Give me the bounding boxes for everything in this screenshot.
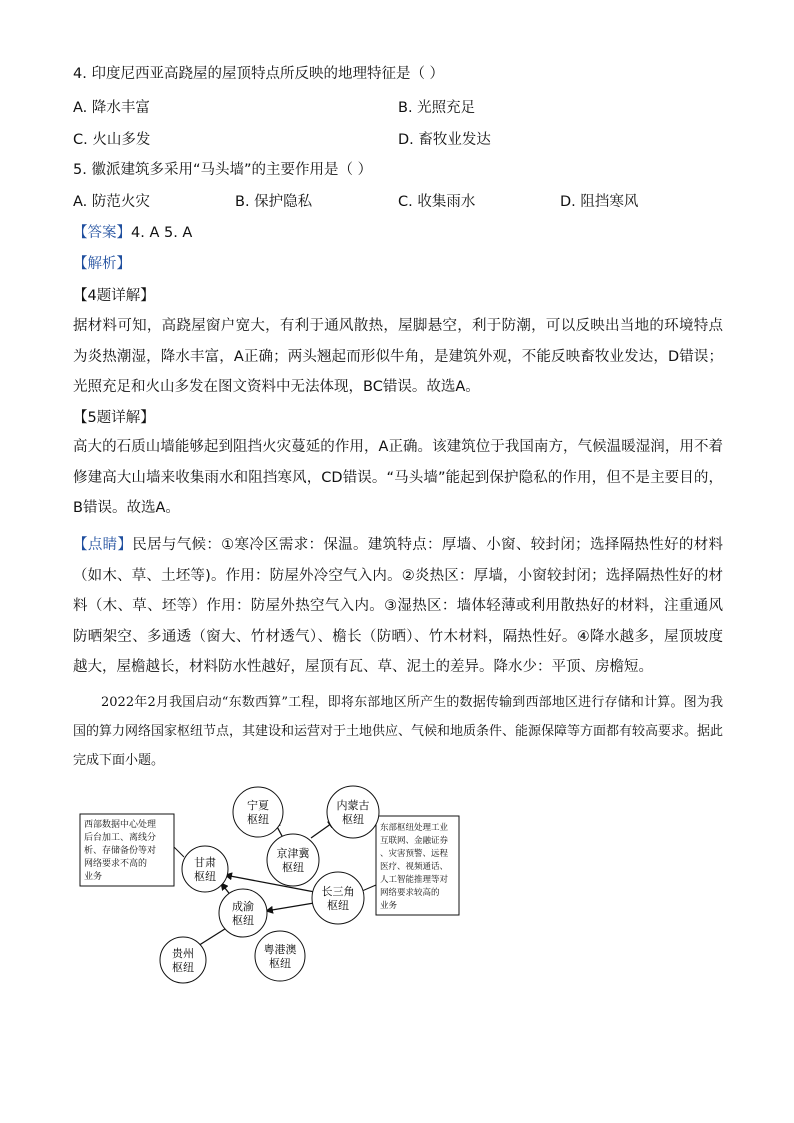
question-4-stem: 4. 印度尼西亚高跷屋的屋顶特点所反映的地理特征是（ ） bbox=[73, 66, 445, 82]
west-box-line: 后台加工、离线分 bbox=[84, 833, 157, 843]
east-box-connector bbox=[362, 885, 376, 891]
west-box-connector bbox=[174, 847, 184, 857]
east-box-line: 互联网、金融证券 bbox=[380, 836, 449, 846]
hub-diagram bbox=[75, 785, 465, 985]
east-box-line: 网络要求较高的 bbox=[380, 888, 440, 898]
hub-node-changsanjiao bbox=[312, 872, 364, 924]
detail-4-label: 【4题详解】 bbox=[73, 288, 155, 304]
node-label: 京津冀 bbox=[276, 847, 310, 860]
hub-node-chengyu bbox=[219, 889, 267, 937]
node-label: 甘肃 bbox=[194, 856, 216, 869]
west-box-line: 业务 bbox=[84, 872, 103, 882]
node-label: 长三角 bbox=[321, 885, 355, 898]
hub-node-yuegangao bbox=[255, 931, 305, 981]
tip-paragraph bbox=[73, 530, 723, 683]
node-label: 宁夏 bbox=[247, 799, 269, 812]
q4-option-b: B. 光照充足 bbox=[398, 100, 476, 116]
hub-node-guizhou bbox=[160, 937, 206, 983]
node-label: 枢纽 bbox=[282, 861, 304, 874]
east-box-line: 、灾害预警、远程 bbox=[380, 849, 449, 859]
east-box-line: 业务 bbox=[380, 901, 398, 911]
east-box-line: 人工智能推理等对 bbox=[380, 875, 449, 885]
question-5-stem: 5. 徽派建筑多采用“马头墙”的主要作用是（ ） bbox=[73, 162, 373, 178]
q4-option-c: C. 火山多发 bbox=[73, 132, 151, 148]
svg-text:东部枢纽处理工业 互联网、金融证券 bbox=[380, 822, 451, 911]
node-label: 枢纽 bbox=[232, 914, 254, 927]
detail-4-text: 据材料可知，高跷屋窗户宽大，有利于通风散热，屋脚悬空，利于防潮，可以反映出当地的环境特点为炎热潮湿，降水丰富，A正确；两头翘起而形似牛角，是建筑外观，不能反映畜牧业发达，D错误；光照充足和火山多发在图文资料中无法体现，BC错误。故选A。 bbox=[73, 318, 723, 395]
east-box-line: 医疗、视频通话、 bbox=[380, 862, 449, 872]
west-business-box bbox=[80, 814, 174, 886]
node-label: 内蒙古 bbox=[336, 799, 370, 812]
east-business-box bbox=[376, 816, 459, 915]
hub-node-gansu bbox=[182, 846, 228, 892]
hub-node-jingjinji bbox=[267, 834, 319, 886]
answer-text: 4. A 5. A bbox=[131, 225, 193, 241]
q5-option-d: D. 阻挡寒风 bbox=[560, 194, 639, 210]
node-label: 成渝 bbox=[232, 900, 254, 913]
west-box-line: 析、存储备份等对 bbox=[84, 846, 157, 856]
node-label: 枢纽 bbox=[172, 961, 194, 974]
node-label: 粤港澳 bbox=[263, 943, 297, 956]
node-label: 枢纽 bbox=[327, 899, 349, 912]
q5-option-c: C. 收集雨水 bbox=[398, 194, 476, 210]
hub-node-ningxia bbox=[233, 787, 283, 837]
detail-5-label: 【5题详解】 bbox=[73, 410, 155, 426]
answer-label: 【答案】 bbox=[73, 225, 131, 241]
detail-5-text: 高大的石质山墙能够起到阻挡火灾蔓延的作用，A正确。该建筑位于我国南方，气候温暖湿润，用不着修建高大山墙来收集雨水和阻挡寒风，CD错误。“马头墙”能起到保护隐私的作用，但不是主要目的，B错误。故选A。 bbox=[73, 439, 723, 516]
analysis-label: 【解析】 bbox=[73, 256, 131, 272]
material-intro: 2022年2月我国启动“东数西算”工程，即将东部地区所产生的数据传输到西部地区进行存储和计算。图为我国的算力网络国家枢纽节点，其建设和运营对于土地供应、气候和地质条件、能源保障等方面都有较高要求。据此完成下面小题。 bbox=[73, 695, 724, 768]
east-box-line: 东部枢纽处理工业 bbox=[380, 823, 449, 833]
node-label: 贵州 bbox=[172, 947, 194, 960]
q4-option-a: A. 降水丰富 bbox=[73, 100, 150, 116]
q5-option-a: A. 防范火灾 bbox=[73, 194, 150, 210]
tip-label: 【点睛】 bbox=[73, 537, 133, 553]
node-label: 枢纽 bbox=[269, 957, 291, 970]
node-label: 枢纽 bbox=[342, 813, 364, 826]
node-label: 枢纽 bbox=[194, 870, 216, 883]
west-box-line: 网络要求不高的 bbox=[84, 859, 148, 869]
west-box-line: 西部数据中心处理 bbox=[84, 820, 157, 830]
hub-node-neimenggu bbox=[327, 786, 379, 838]
q4-option-d: D. 畜牧业发达 bbox=[398, 132, 491, 148]
tip-text: 民居与气候：①寒冷区需求：保温。建筑特点：厚墙、小窗、较封闭；选择隔热性好的材料（如木、草、土坯等)。作用：防屋外冷空气入内。②炎热区：厚墙，小窗较封闭；选择隔热性好的材料（木、草、坯等）作用：防屋外热空气入内。③湿热区：墙体轻薄或利用散热好的材料，注重通风防晒架空、多通透（窗大、竹材透气）、檐长（防晒）、竹木材料，隔热性好。④降水越多，屋顶坡度越大，屋檐越长，材料防水性越好，屋顶有瓦、草、泥土的差异。降水少：平顶、房檐短。 bbox=[73, 537, 724, 675]
answer-line bbox=[73, 223, 192, 243]
node-label: 枢纽 bbox=[247, 813, 269, 826]
arrow-changsanjiao-chengyu bbox=[266, 902, 320, 911]
q5-option-b: B. 保护隐私 bbox=[235, 194, 313, 210]
